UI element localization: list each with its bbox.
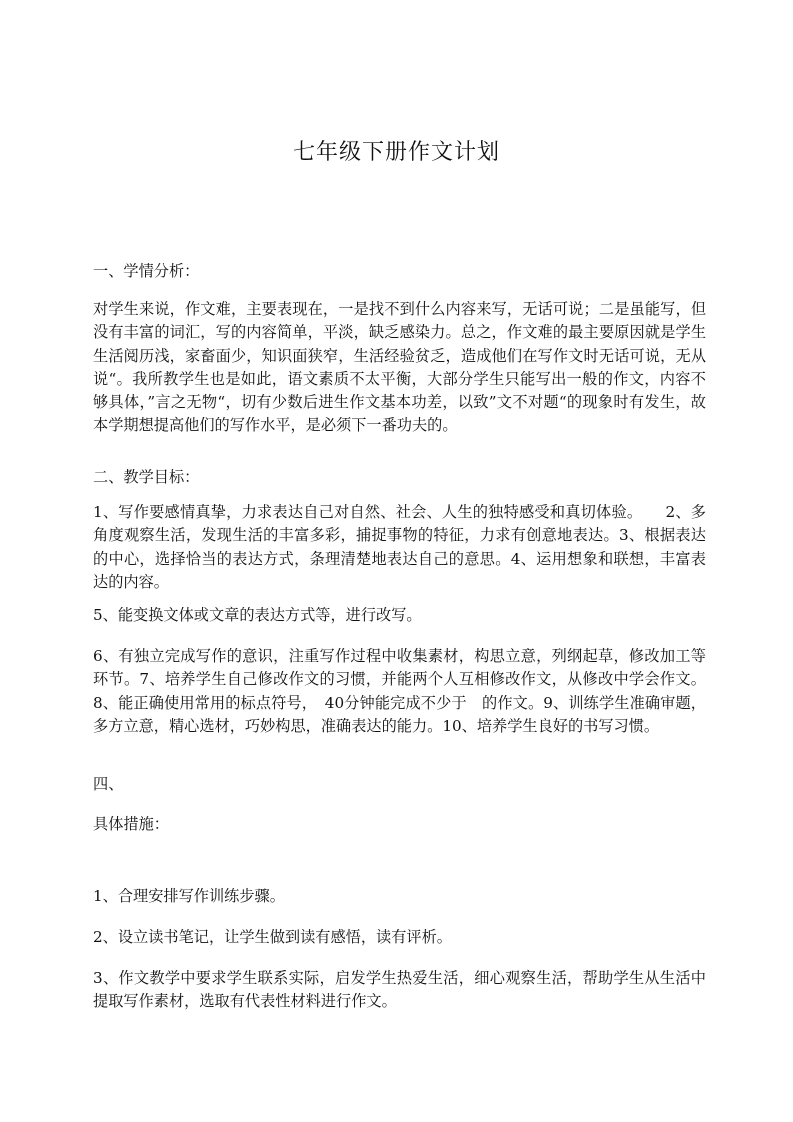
document-title: 七年级下册作文计划 [292, 140, 500, 165]
measure-item-3: 3、作文教学中要求学生联系实际，启发学生热爱生活，细心观察生活，帮助学生从生活中提取写作素材，选取有代表性材料进行作文。 [93, 969, 706, 1011]
paragraph-goals-6-10: 6、有独立完成写作的意识，注重写作过程中收集素材，构思立意，列纲起草，修改加工等环节。7、培养学生自己修改作文的习惯，并能两个人互相修改作文，从修改中学会作文。8、能正确使用常用的标点符号， 40分钟能完成不少于 的作文。9、训练学生准确审题，多方立意，精心选材，巧妙构思，准确表达的能力。10、培养学生良好的书写习惯。 [93, 647, 706, 735]
section-heading-teaching-goals: 二、教学目标： [93, 468, 200, 486]
paragraph-learning-analysis: 对学生来说，作文难，主要表现在，一是找不到什么内容来写，无话可说；二是虽能写，但没有丰富的词汇，写的内容简单，平淡，缺乏感染力。总之，作文难的最主要原因就是学生生活阅历浅，家畜面少，知识面狭窄，生活经验贫乏，造成他们在写作文时无话可说，无从说“。我所教学生也是如此，语文素质不太平衡，大部分学生只能写出一般的作文，内容不够具体，”言之无物“，切有少数后进生作文基本功差，以致”文不对题“的现象时有发生，故本学期想提高他们的写作水平，是必须下一番功夫的。 [93, 300, 706, 435]
measure-item-2: 2、设立读书笔记，让学生做到读有感悟，读有评析。 [93, 928, 452, 946]
section-number-four: 四、 [93, 775, 124, 793]
section-heading-learning-analysis: 一、学情分析： [93, 262, 200, 280]
measure-item-1: 1、合理安排写作训练步骤。 [93, 887, 285, 905]
paragraph-goal-5: 5、能变换文体或文章的表达方式等，进行改写。 [93, 606, 422, 624]
paragraph-goals-1-4: 1、写作要感情真挚，力求表达自己对自然、社会、人生的独特感受和真切体验。 2、多角度观察生活，发现生活的丰富多彩，捕捉事物的特征，力求有创意地表达。3、根据表达的中心，选择恰当的表达方式，条理清楚地表达自己的意思。4、运用想象和联想，丰富表达的内容。 [93, 503, 706, 591]
section-heading-measures: 具体措施： [93, 815, 169, 833]
